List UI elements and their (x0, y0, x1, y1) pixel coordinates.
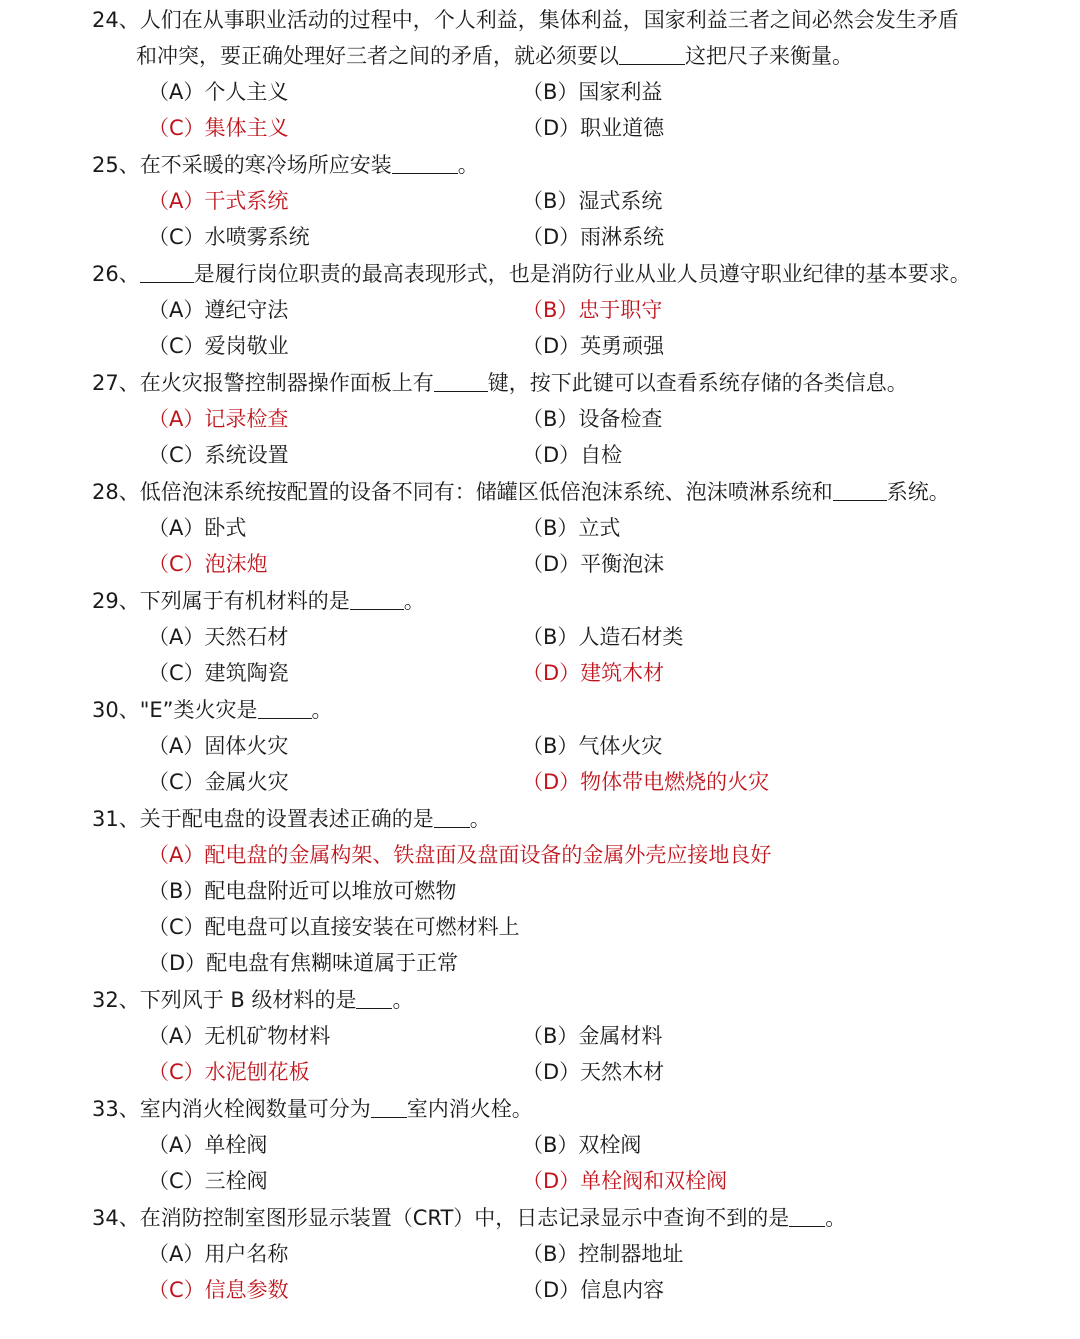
question-32-option-b: （B）金属材料 (522, 1024, 663, 1048)
question-26-option-d: （D）英勇顽强 (522, 334, 665, 358)
question-29-option-b: （B）人造石材类 (522, 625, 684, 649)
question-27-option-c: （C）系统设置 (148, 443, 289, 467)
answer-blank (258, 696, 312, 719)
question-25-stem (92, 147, 479, 183)
question-30-stem (92, 692, 333, 728)
question-34-stem-part2: 。 (825, 1206, 847, 1230)
answer-blank (371, 1095, 407, 1118)
question-27-stem-part1: 27、在火灾报警控制器操作面板上有 (92, 371, 434, 395)
answer-blank (833, 478, 887, 501)
question-31-option-a-correct: （A）配电盘的金属构架、铁盘面及盘面设备的金属外壳应接地良好 (148, 843, 772, 867)
question-32-stem-part1: 32、下列风于 B 级材料的是 (92, 988, 357, 1012)
question-34-stem (92, 1200, 846, 1236)
question-25-option-c: （C）水喷雾系统 (148, 225, 310, 249)
question-27-option-d: （D）自检 (522, 443, 623, 467)
question-32-option-d: （D）天然木材 (522, 1060, 665, 1084)
question-26-option-b-correct: （B）忠于职守 (522, 298, 663, 322)
question-31-option-b: （B）配电盘附近可以堆放可燃物 (148, 879, 457, 903)
question-28-option-a: （A）卧式 (148, 516, 247, 540)
question-26-option-c: （C）爱岗敬业 (148, 334, 289, 358)
question-25-option-d: （D）雨淋系统 (522, 225, 665, 249)
question-24-stem-part2: 这把尺子来衡量。 (685, 44, 853, 68)
question-29-option-c: （C）建筑陶瓷 (148, 661, 289, 685)
question-25-stem-part2: 。 (457, 153, 479, 177)
question-27-option-a-correct: （A）记录检查 (148, 407, 289, 431)
question-25-stem-part1: 25、在不采暖的寒冷场所应安装 (92, 153, 392, 177)
question-33-option-c: （C）三栓阀 (148, 1169, 268, 1193)
question-28-option-d: （D）平衡泡沫 (522, 552, 665, 576)
question-24-option-a: （A）个人主义 (148, 80, 289, 104)
question-26-stem (92, 256, 971, 292)
question-24-option-d: （D）职业道德 (522, 116, 665, 140)
question-32-stem (92, 982, 413, 1018)
question-29-option-d-correct: （D）建筑木材 (522, 661, 665, 685)
question-29-stem (92, 583, 425, 619)
question-24-stem (92, 2, 959, 38)
question-31-stem-part1: 31、关于配电盘的设置表述正确的是 (92, 807, 434, 831)
question-31-stem (92, 801, 491, 837)
question-33-option-a: （A）单栓阀 (148, 1133, 268, 1157)
question-29-stem-part2: 。 (403, 589, 425, 613)
question-30-option-d-correct: （D）物体带电燃烧的火灾 (522, 770, 770, 794)
question-31-stem-part2: 。 (469, 807, 491, 831)
question-33-stem-part2: 室内消火栓。 (406, 1097, 533, 1121)
question-33-stem-part1: 33、室内消火栓阀数量可分为 (92, 1097, 371, 1121)
answer-blank (392, 151, 458, 174)
answer-blank (350, 587, 404, 610)
question-34-option-a: （A）用户名称 (148, 1242, 289, 1266)
answer-blank (789, 1204, 825, 1227)
question-34-stem-part1: 34、在消防控制室图形显示装置（CRT）中，日志记录显示中查询不到的是 (92, 1206, 790, 1230)
question-28-stem-part1: 28、低倍泡沫系统按配置的设备不同有：储罐区低倍泡沫系统、泡沫喷淋系统和 (92, 480, 833, 504)
question-24-stem-cont (136, 38, 853, 74)
question-27-option-b: （B）设备检查 (522, 407, 663, 431)
question-33-stem (92, 1091, 533, 1127)
question-34-option-b: （B）控制器地址 (522, 1242, 684, 1266)
question-24-option-b: （B）国家利益 (522, 80, 663, 104)
question-29-stem-part1: 29、下列属于有机材料的是 (92, 589, 350, 613)
answer-blank (434, 805, 470, 828)
question-25-option-b: （B）湿式系统 (522, 189, 663, 213)
question-33-option-b: （B）双栓阀 (522, 1133, 642, 1157)
question-34-option-d: （D）信息内容 (522, 1278, 665, 1302)
question-33-option-d-correct: （D）单栓阀和双栓阀 (522, 1169, 728, 1193)
question-28-stem-part2: 系统。 (886, 480, 950, 504)
question-28-option-c-correct: （C）泡沫炮 (148, 552, 268, 576)
question-27-stem-part2: 键，按下此键可以查看系统存储的各类信息。 (487, 371, 908, 395)
question-29-option-a: （A）天然石材 (148, 625, 289, 649)
question-30-stem-part1: 30、"E”类火灾是 (92, 698, 258, 722)
question-32-option-c-correct: （C）水泥刨花板 (148, 1060, 310, 1084)
question-26-option-a: （A）遵纪守法 (148, 298, 289, 322)
question-30-option-a: （A）固体火灾 (148, 734, 289, 758)
question-32-option-a: （A）无机矿物材料 (148, 1024, 331, 1048)
question-30-stem-part2: 。 (311, 698, 333, 722)
question-32-stem-part2: 。 (392, 988, 414, 1012)
answer-blank (434, 369, 488, 392)
question-25-option-a-correct: （A）干式系统 (148, 189, 289, 213)
question-27-stem (92, 365, 908, 401)
answer-blank (619, 42, 685, 65)
question-24-option-c-correct: （C）集体主义 (148, 116, 289, 140)
question-28-option-b: （B）立式 (522, 516, 621, 540)
answer-blank (140, 260, 194, 283)
question-26-stem-part1: 26、 (92, 262, 140, 286)
question-26-stem-part2: 是履行岗位职责的最高表现形式，也是消防行业从业人员遵守职业纪律的基本要求。 (193, 262, 971, 286)
question-28-stem (92, 474, 950, 510)
answer-blank (356, 986, 392, 1009)
question-24-stem-part1: 和冲突，要正确处理好三者之间的矛盾，就必须要以 (136, 44, 619, 68)
question-30-option-c: （C）金属火灾 (148, 770, 289, 794)
question-34-option-c-correct: （C）信息参数 (148, 1278, 289, 1302)
question-30-option-b: （B）气体火灾 (522, 734, 663, 758)
question-24-stem-text: 24、人们在从事职业活动的过程中，个人利益，集体利益，国家利益三者之间必然会发生矛盾 (92, 8, 959, 32)
question-31-option-d: （D）配电盘有焦糊味道属于正常 (148, 951, 459, 975)
question-31-option-c: （C）配电盘可以直接安装在可燃材料上 (148, 915, 520, 939)
